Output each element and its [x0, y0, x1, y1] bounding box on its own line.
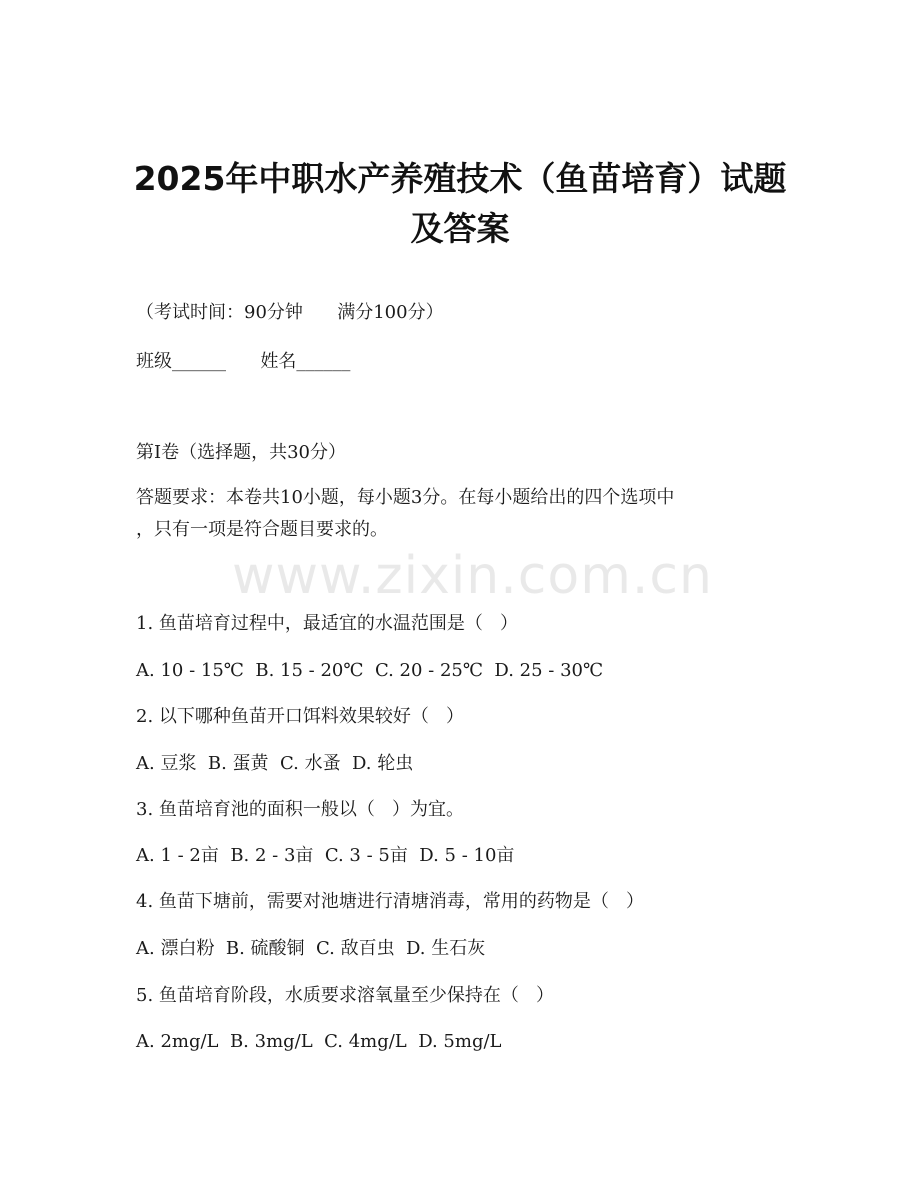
question-options: A. 2mg/L B. 3mg/L C. 4mg/L D. 5mg/L — [136, 1031, 502, 1052]
student-fields: 班级______ 姓名______ — [136, 351, 351, 372]
question-options: A. 10 - 15℃ B. 15 - 20℃ C. 20 - 25℃ D. 25 - 30℃ — [136, 660, 604, 681]
document-title-line-1: 2025年中职水产养殖技术（鱼苗培育）试题 — [133, 159, 787, 198]
question-stem: 1. 鱼苗培育过程中，最适宜的水温范围是（ ） — [136, 613, 519, 634]
question-options: A. 豆浆 B. 蛋黄 C. 水蚤 D. 轮虫 — [136, 753, 414, 774]
question-stem: 4. 鱼苗下塘前，需要对池塘进行清塘消毒，常用的药物是（ ） — [136, 891, 645, 912]
question-stem: 3. 鱼苗培育池的面积一般以（ ）为宜。 — [136, 799, 465, 820]
watermark: www.zixin.com.cn — [232, 546, 713, 606]
document-title-line-2: 及答案 — [410, 209, 510, 248]
question-options: A. 1 - 2亩 B. 2 - 3亩 C. 3 - 5亩 D. 5 - 10亩 — [136, 845, 515, 866]
instructions-line-2: ，只有一项是符合题目要求的。 — [136, 519, 388, 540]
question-stem: 2. 以下哪种鱼苗开口饵料效果较好（ ） — [136, 706, 465, 727]
question-options: A. 漂白粉 B. 硫酸铜 C. 敌百虫 D. 生石灰 — [136, 938, 486, 959]
instructions-line-1: 答题要求：本卷共10小题，每小题3分。在每小题给出的四个选项中 — [136, 487, 675, 508]
exam-info: （考试时间：90分钟 满分100分） — [136, 302, 444, 323]
question-stem: 5. 鱼苗培育阶段，水质要求溶氧量至少保持在（ ） — [136, 985, 555, 1006]
section-header: 第I卷（选择题，共30分） — [136, 442, 347, 463]
